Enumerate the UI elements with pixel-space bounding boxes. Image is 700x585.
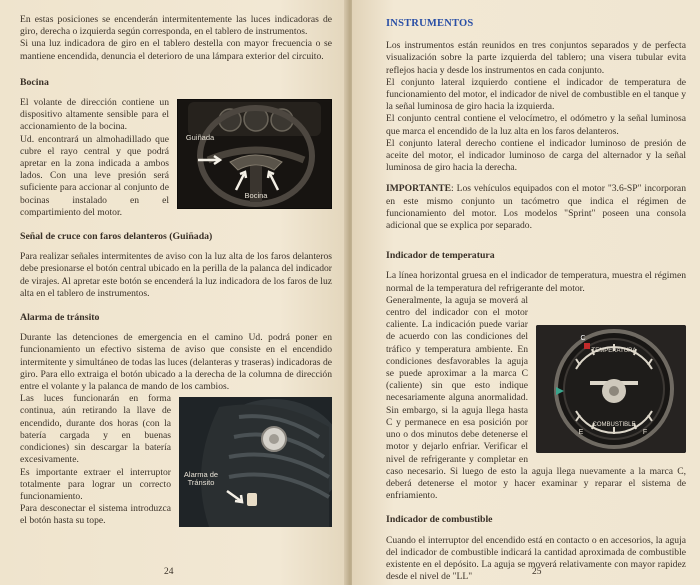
intro-paragraph-1: En estas posiciones se encenderán intermitentemente las luces indicadoras de giro, derecha o izquierda según corresponda, en el tablero de instrumentos.	[20, 14, 332, 38]
combustible-paragraph-1: Cuando el interruptor del encendido está en contacto o en accesorios, la aguja del indicador de combustible indicará la cantidad aproximada de combustible existente en el depósito. La aguja se moverá relativamente con mayor rapidez desde el nivel de "LL"	[386, 534, 686, 583]
instrumentos-heading: INSTRUMENTOS	[386, 18, 474, 29]
temperatura-paragraph-2: Generalmente, la aguja se moverá al centro del indicador con el motor caliente. La indicación puede variar de acuerdo con las condiciones del tráfico y temperatura ambiente. En condiciones desfavorables la aguja se puede aproximar a la marca C (caliente) sin que esto indique necesariamente alguna anormalidad. Sin embargo, si la aguja llega hasta C y permanece en esa posición por uno o dos minutos debe detenerse el motor y dejarlo enfriar. Verificar el nivel de refrigerante y completar en caso necesario. Si luego de esto la aguja llega nuevamente a la marca C, deberá detenerse el motor y hacer examinar y reparar el sistema de enfriamiento.	[386, 294, 686, 502]
bocina-paragraph-1: El volante de dirección contiene un dispositivo altamente sensible para el accionamiento de la bocina.	[20, 97, 169, 133]
gauge-combustible-label: COMBUSTIBLE	[592, 421, 636, 428]
combustible-heading: Indicador de combustible	[386, 514, 493, 526]
instrumentos-paragraph-1: Los instrumentos están reunidos en tres conjuntos separados y de perfecta visualización sobre la parte izquierda del tablero; una visera tubular evita reflejos hacia y desde los instrumentos en cada conjunto.	[386, 40, 686, 76]
right-page	[352, 0, 700, 585]
cruce-paragraph-1: Para realizar señales intermitentes de aviso con la luz alta de los faros delanteros debe presionarse el botón central ubicado en la perilla de la palanca del indicador de virajes. Al apretar este botón se encenderá la luz indicadora de los faros de luz alta en el tablero de instrumentos.	[20, 251, 332, 299]
alarma-paragraph-2: Las luces funcionarán en forma continua, aún retirando la llave de encendido, durante dos horas (con la batería cargada y en buenas condiciones) sin descargar la batería excesivamente.	[20, 393, 171, 466]
steering-wheel-photo	[177, 99, 332, 209]
gauge-e-mark: E	[578, 428, 584, 436]
bocina-heading: Bocina	[20, 76, 49, 88]
instrumentos-paragraph-3: El conjunto central contiene el velocímetro, el odómetro y la señal luminosa que marca el encendido de la luz alta en los faros delanteros.	[386, 113, 686, 137]
page-number-left: 24	[164, 567, 174, 577]
instrumentos-paragraph-2: El conjunto lateral izquierdo contiene el indicador de temperatura de funcionamiento del motor, el indicador de nivel de combustible en el tanque y la señal luminosa de giro hacia la izquierda.	[386, 76, 686, 113]
left-page-content	[20, 14, 332, 531]
alarm-switch-illustration	[179, 397, 332, 527]
alarma-heading: Alarma de tránsito	[20, 312, 100, 324]
instrumentos-paragraph-4: El conjunto lateral derecho contiene el indicador luminoso de presión de aceite del motor, el indicador luminoso de carga del alternador y la señal luminosa de giro hacia la derecha.	[386, 137, 686, 174]
temperature-gauge-photo	[536, 325, 686, 453]
temperature-fuel-gauge	[536, 325, 686, 453]
bocina-label: Bocina	[244, 191, 268, 201]
importante-label: IMPORTANTE	[386, 183, 452, 195]
alarma-transito-label: Alarma de Tránsito	[183, 470, 219, 488]
temperatura-heading: Indicador de temperatura	[386, 250, 495, 262]
cruce-heading: Señal de cruce con faros delanteros (Guiñada)	[20, 231, 213, 243]
alarma-paragraph-1: Durante las detenciones de emergencia en el camino Ud. podrá poner en funcionamiento un efectivo sistema de aviso que consiste en el encendido intermitente y simultáneo de todas las luces (delanteras y traseras) indicadoras de giro. Para ello extraiga el botón ubicado a la derecha de la columna de dirección entre el volante y la palanca de mando de los cambios.	[20, 332, 332, 393]
gauge-c-mark: C	[580, 334, 586, 342]
gauge-f-mark: F	[642, 428, 648, 436]
right-page-content	[386, 18, 686, 583]
alarm-switch-photo	[179, 397, 332, 527]
alarma-paragraph-3: Es importante extraer el interruptor totalmente para lograr un correcto funcionamiento.	[20, 466, 171, 502]
alarma-paragraph-4: Para desconectar el sistema introduzca el botón hasta su tope.	[20, 503, 171, 527]
guinada-label: Guiñada	[185, 133, 215, 143]
temperatura-paragraph-1: La línea horizontal gruesa en el indicador de temperatura, muestra el régimen normal de la temperatura del refrigerante del motor.	[386, 270, 686, 294]
left-page	[0, 0, 348, 585]
gauge-temperatura-label: TEMPERATURA	[591, 347, 637, 354]
bocina-paragraph-2: Ud. encontrará un almohadillado que cubre el rayo central y que podrá apretar en la zona indicada a ambos lados. Con una leve presión será suficiente para accionar al conjunto de bocinas instalado en el compartimiento del motor.	[20, 133, 169, 218]
intro-paragraph-2: Si una luz indicadora de giro en el tablero destella con mayor frecuencia o se mantiene encendida, denuncia el deterioro de una lámpara exterior del circuito.	[20, 38, 332, 62]
importante-paragraph	[386, 183, 686, 232]
page-number-right: 25	[532, 567, 542, 577]
importante-text: : Los vehículos equipados con el motor "3.6-SP" incorporan en este mismo conjunto un tacómetro que indica el régimen de funcionamiento del motor. Los modelos "Sprint" poseen una consola adicional que se explica por separado.	[386, 183, 686, 232]
